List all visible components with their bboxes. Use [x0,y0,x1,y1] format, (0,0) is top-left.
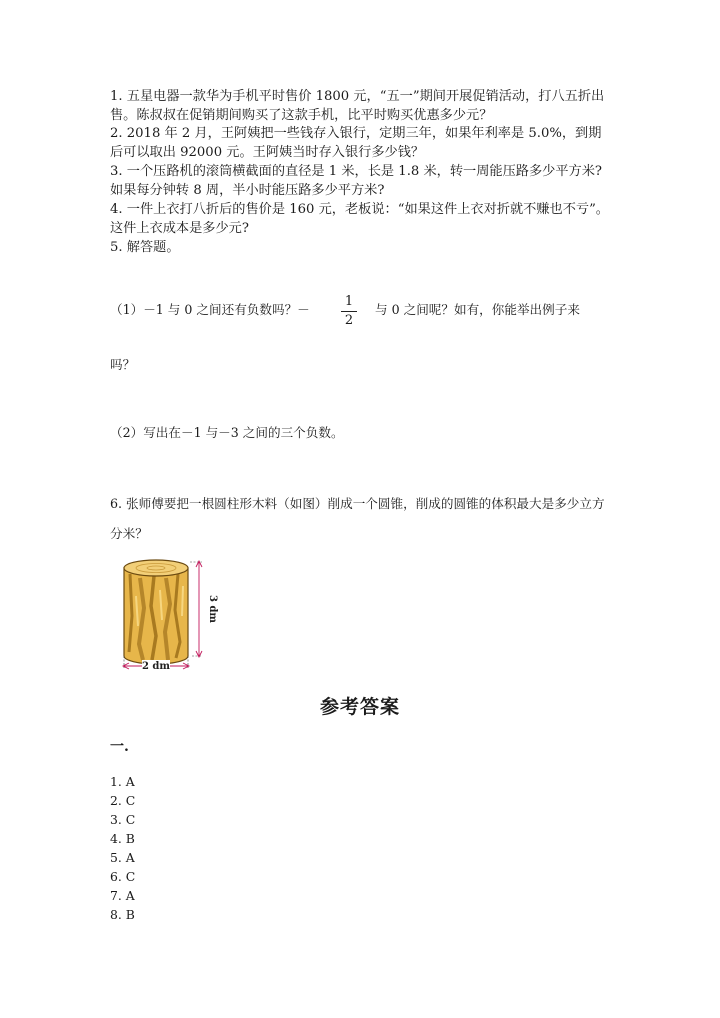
fraction-bar [341,311,357,312]
answer-item: 3. C [110,812,136,827]
question-5-1-text: （1）－1 与 0 之间还有负数吗？－ [110,302,310,317]
answer-item: 1. A [110,774,135,789]
question-2: 2. 2018 年 2 月，王阿姨把一些钱存入银行，定期三年，如果年利率是 5.0%，到期后可以取出 92000 元。王阿姨当时存入银行多少钱？ [110,126,602,160]
width-label: 2 dm [141,661,171,672]
answer-item: 2. C [110,793,136,808]
question-5-2: （2）写出在－1 与－3 之间的三个负数。 [110,425,344,440]
question-6-text-end: 分米？ [110,526,148,541]
question-5-1-text-end: 吗？ [110,357,136,372]
question-5-1-text-cont: 与 0 之间呢？如有，你能举出例子来 [375,302,580,317]
question-3: 3. 一个压路机的滚筒横截面的直径是 1 米，长是 1.8 米，转一周能压路多少平方米?如果每分钟转 8 周，半小时能压路多少平方米? [110,164,602,198]
answer-item: 5. A [110,850,135,865]
question-5: 5. 解答题。 [110,240,180,255]
answer-item: 8. B [110,907,135,922]
answer-section-label: 一. [110,739,129,755]
fraction-numerator: 1 [344,294,354,309]
answer-item: 4. B [110,831,135,846]
question-1: 1. 五星电器一款华为手机平时售价 1800 元，“五一”期间开展促销活动，打八五折出售。陈叔叔在促销期间购买了这款手机，比平时购买优惠多少元？ [110,89,605,123]
question-4: 4. 一件上衣打八折后的售价是 160 元，老板说：“如果这件上衣对折就不赚也不亏”。这件上衣成本是多少元? [110,202,609,236]
answer-item: 6. C [110,869,136,884]
fraction-one-half [339,295,359,328]
answer-item: 7. A [110,888,135,903]
answer-list [110,772,135,924]
fraction-denominator: 2 [344,313,354,328]
answer-key-title: 参考答案 [319,696,400,718]
height-label: 3 dm [207,594,218,624]
cylinder-log-figure [108,556,218,674]
question-6-text: 6. 张师傅要把一根圆柱形木料（如图）削成一个圆锥，削成的圆锥的体积最大是多少立方 [110,496,605,511]
